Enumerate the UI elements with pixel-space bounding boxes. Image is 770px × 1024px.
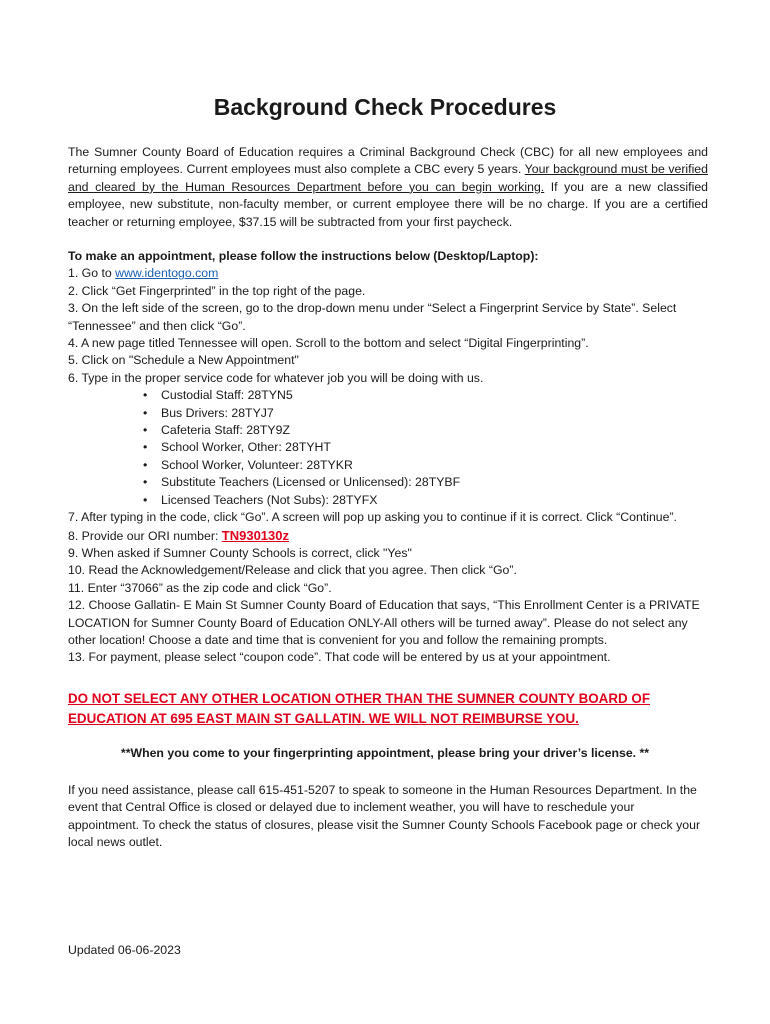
step-5: 5. Click on "Schedule a New Appointment" bbox=[68, 353, 299, 368]
step-7: 7. After typing in the code, click “Go”. A screen will pop up asking you to continue if it is correct. Click “Continue”. bbox=[68, 510, 677, 525]
intro-paragraph bbox=[68, 144, 708, 231]
step-13: 13. For payment, please select “coupon code”. That code will be entered by us at your appointment. bbox=[68, 650, 611, 665]
service-code-item: • Custodial Staff: 28TYN5 bbox=[143, 387, 708, 404]
step-1-text: 1. Go to bbox=[68, 266, 116, 281]
step-1 bbox=[68, 265, 708, 282]
step-8 bbox=[68, 527, 708, 545]
step-2: 2. Click “Get Fingerprinted” in the top right of the page. bbox=[68, 283, 366, 298]
step-4: 4. A new page titled Tennessee will open. Scroll to the bottom and select “Digital Fingerprinting”. bbox=[68, 336, 589, 351]
ori-number: TN930130z bbox=[221, 527, 289, 543]
service-code-list bbox=[68, 387, 708, 509]
step-8-text: 8. Provide our ORI number: bbox=[68, 528, 222, 543]
step-6: 6. Type in the proper service code for whatever job you will be doing with us. bbox=[68, 370, 484, 385]
service-code-item: • Substitute Teachers (Licensed or Unlicensed): 28TYBF bbox=[143, 474, 708, 491]
instructions-section bbox=[68, 248, 708, 667]
step-10: 10. Read the Acknowledgement/Release and click that you agree. Then click “Go”. bbox=[68, 563, 517, 578]
instructions-heading: To make an appointment, please follow the instructions below (Desktop/Laptop): bbox=[68, 249, 539, 263]
assistance-paragraph: If you need assistance, please call 615-451-5207 to speak to someone in the Human Resources Department. In the event that Central Office is closed or delayed due to inclement weather, you will have to reschedule your appointment. To check the status of closures, please visit the Sumner County Schools Facebook page or check your local news outlet. bbox=[68, 783, 701, 850]
intro-underlined-text: Your background must be verified and cleared by the Human Resources Department before you can begin working. bbox=[68, 162, 708, 194]
step-12: 12. Choose Gallatin- E Main St Sumner County Board of Education that says, “This Enrollment Center is a PRIVATE LOCATION for Sumner County Board of Education ONLY-All others will be turned away”. Please do not select any other location! Choose a date and time that is convenient for you and follow the remaining prompts. bbox=[68, 598, 700, 647]
service-code-item: • School Worker, Other: 28TYHT bbox=[143, 439, 708, 456]
service-code-item: • School Worker, Volunteer: 28TYKR bbox=[143, 457, 708, 474]
service-code-item: • Licensed Teachers (Not Subs): 28TYFX bbox=[143, 492, 708, 509]
intro-text: The Sumner County Board of Education requires a Criminal Background Check (CBC) for all new employees and returning employees. Current employees must also complete a CBC every 5 years. bbox=[68, 145, 708, 177]
step-11: 11. Enter “37066” as the zip code and click “Go”. bbox=[68, 580, 332, 595]
location-warning: DO NOT SELECT ANY OTHER LOCATION OTHER THAN THE SUMNER COUNTY BOARD OF EDUCATION AT 695 EAST MAIN ST GALLATIN. WE WILL NOT REIMBURSE YOU. bbox=[68, 691, 651, 726]
page-title: Background Check Procedures bbox=[213, 94, 557, 120]
step-9: 9. When asked if Sumner County Schools is correct, click "Yes" bbox=[68, 545, 412, 560]
service-code-item: • Cafeteria Staff: 28TY9Z bbox=[143, 422, 708, 439]
intro-text-continued: If you are a new classified employee, new substitute, non-faculty member, or current employee there will be no charge. If you are a certified teacher or returning employee, $37.15 will be subtracted from your first paycheck. bbox=[68, 179, 708, 229]
license-reminder: **When you come to your fingerprinting appointment, please bring your driver’s license. ** bbox=[120, 746, 650, 760]
identogo-link[interactable]: www.identogo.com bbox=[115, 266, 219, 281]
updated-date: Updated 06-06-2023 bbox=[68, 943, 181, 957]
step-3: 3. On the left side of the screen, go to the drop-down menu under “Select a Fingerprint Service by State”. Select “Tennessee” and then click “Go”. bbox=[68, 301, 677, 333]
service-code-item: • Bus Drivers: 28TYJ7 bbox=[143, 405, 708, 422]
